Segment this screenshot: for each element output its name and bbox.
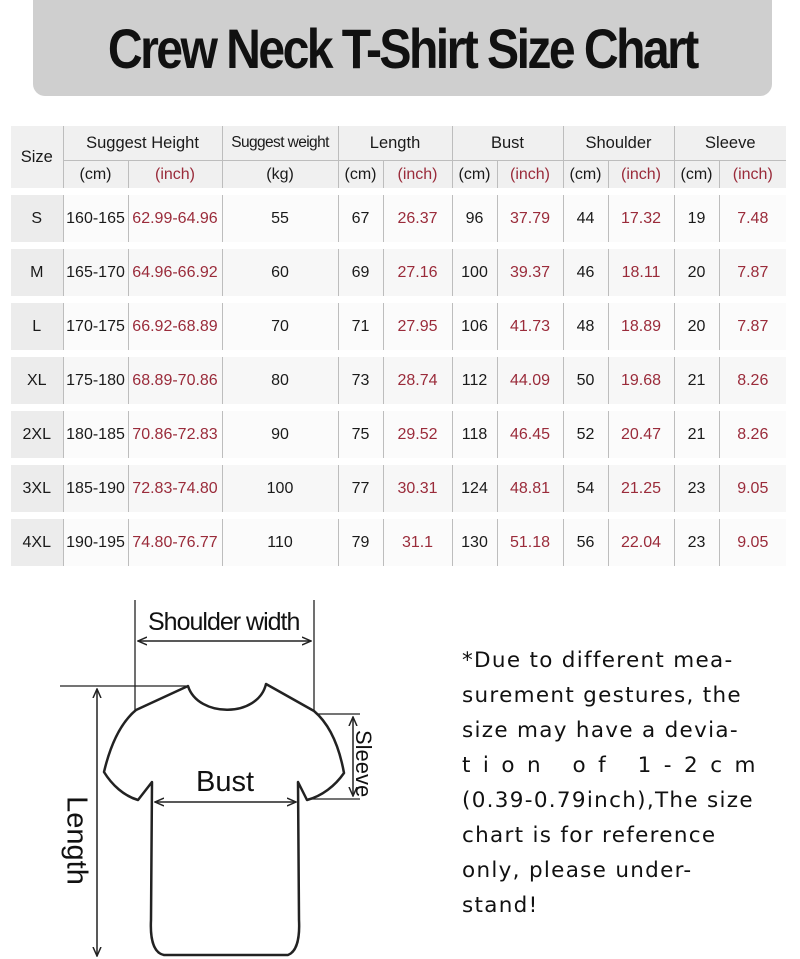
page-title: Crew Neck T-Shirt Size Chart	[108, 16, 697, 80]
value-cell: 100	[222, 462, 338, 516]
value-cell: 70	[222, 300, 338, 354]
table-header-row	[11, 126, 786, 161]
inch-cell: 46.45	[497, 408, 563, 462]
note-line: tion of 1-2cm	[462, 753, 768, 778]
value-cell: 20	[674, 300, 719, 354]
size-cell: 3XL	[11, 462, 63, 516]
shoulder-width-label: Shoulder width	[148, 608, 300, 636]
inch-cell: 66.92-68.89	[128, 300, 222, 354]
inch-cell: 27.95	[383, 300, 452, 354]
inch-cell: 7.87	[719, 300, 786, 354]
inch-cell: 21.25	[608, 462, 674, 516]
inch-cell: 48.81	[497, 462, 563, 516]
table-row	[11, 246, 786, 300]
value-cell: 170-175	[63, 300, 128, 354]
inch-cell: 74.80-76.77	[128, 516, 222, 567]
unit-label: (cm)	[63, 161, 128, 192]
inch-cell: 28.74	[383, 354, 452, 408]
value-cell: 55	[222, 192, 338, 246]
inch-cell: 37.79	[497, 192, 563, 246]
inch-cell: 19.68	[608, 354, 674, 408]
value-cell: 90	[222, 408, 338, 462]
inch-cell: 8.26	[719, 408, 786, 462]
unit-label: (inch)	[719, 161, 786, 192]
value-cell: 44	[563, 192, 608, 246]
unit-label: (kg)	[222, 161, 338, 192]
inch-cell: 51.18	[497, 516, 563, 567]
value-cell: 175-180	[63, 354, 128, 408]
inch-cell: 18.11	[608, 246, 674, 300]
value-cell: 124	[452, 462, 497, 516]
inch-cell: 9.05	[719, 462, 786, 516]
unit-label: (cm)	[338, 161, 383, 192]
bust-column-header: Bust	[452, 126, 563, 161]
value-cell: 96	[452, 192, 497, 246]
sleeve-label: Sleeve	[351, 730, 376, 798]
inch-cell: 29.52	[383, 408, 452, 462]
table-row	[11, 192, 786, 246]
title-banner	[33, 0, 772, 96]
table-row	[11, 516, 786, 567]
value-cell: 21	[674, 354, 719, 408]
inch-cell: 64.96-66.92	[128, 246, 222, 300]
shoulder-column-header: Shoulder	[563, 126, 674, 161]
value-cell: 21	[674, 408, 719, 462]
value-cell: 56	[563, 516, 608, 567]
note-line: size may have a devia-	[462, 718, 739, 743]
length-label: Length	[60, 796, 93, 885]
unit-label: (inch)	[497, 161, 563, 192]
table-row	[11, 462, 786, 516]
inch-cell: 22.04	[608, 516, 674, 567]
inch-cell: 7.48	[719, 192, 786, 246]
value-cell: 23	[674, 462, 719, 516]
inch-cell: 44.09	[497, 354, 563, 408]
inch-cell: 20.47	[608, 408, 674, 462]
value-cell: 118	[452, 408, 497, 462]
value-cell: 73	[338, 354, 383, 408]
unit-label: (inch)	[608, 161, 674, 192]
inch-cell: 8.26	[719, 354, 786, 408]
value-cell: 79	[338, 516, 383, 567]
inch-cell: 62.99-64.96	[128, 192, 222, 246]
value-cell: 106	[452, 300, 497, 354]
unit-label: (inch)	[128, 161, 222, 192]
inch-cell: 68.89-70.86	[128, 354, 222, 408]
height-column-header: Suggest Height	[63, 126, 222, 161]
value-cell: 69	[338, 246, 383, 300]
value-cell: 77	[338, 462, 383, 516]
size-cell: L	[11, 300, 63, 354]
value-cell: 19	[674, 192, 719, 246]
tshirt-outline	[104, 684, 344, 955]
inch-cell: 7.87	[719, 246, 786, 300]
unit-label: (cm)	[452, 161, 497, 192]
length-column-header: Length	[338, 126, 452, 161]
unit-label: (inch)	[383, 161, 452, 192]
inch-cell: 41.73	[497, 300, 563, 354]
measurement-note	[462, 643, 768, 923]
tshirt-diagram	[0, 590, 430, 959]
value-cell: 71	[338, 300, 383, 354]
value-cell: 100	[452, 246, 497, 300]
note-line: (0.39-0.79inch),The size	[462, 788, 754, 813]
bust-label: Bust	[196, 766, 255, 798]
value-cell: 50	[563, 354, 608, 408]
table-row	[11, 408, 786, 462]
size-cell: M	[11, 246, 63, 300]
value-cell: 112	[452, 354, 497, 408]
value-cell: 75	[338, 408, 383, 462]
value-cell: 185-190	[63, 462, 128, 516]
value-cell: 23	[674, 516, 719, 567]
table-unit-row	[11, 161, 786, 192]
unit-label: (cm)	[563, 161, 608, 192]
table-row	[11, 300, 786, 354]
inch-cell: 17.32	[608, 192, 674, 246]
size-cell: 4XL	[11, 516, 63, 567]
inch-cell: 31.1	[383, 516, 452, 567]
value-cell: 46	[563, 246, 608, 300]
value-cell: 180-185	[63, 408, 128, 462]
inch-cell: 27.16	[383, 246, 452, 300]
value-cell: 52	[563, 408, 608, 462]
value-cell: 60	[222, 246, 338, 300]
inch-cell: 39.37	[497, 246, 563, 300]
size-table	[11, 126, 786, 566]
inch-cell: 72.83-74.80	[128, 462, 222, 516]
value-cell: 160-165	[63, 192, 128, 246]
table-body	[11, 192, 786, 567]
note-line: surement gestures, the	[462, 683, 742, 708]
inch-cell: 70.86-72.83	[128, 408, 222, 462]
unit-label: (cm)	[674, 161, 719, 192]
size-column-header: Size	[11, 126, 63, 192]
inch-cell: 9.05	[719, 516, 786, 567]
value-cell: 130	[452, 516, 497, 567]
value-cell: 67	[338, 192, 383, 246]
note-line: stand!	[462, 893, 539, 918]
value-cell: 48	[563, 300, 608, 354]
weight-column-header: Suggest weight	[222, 126, 338, 161]
inch-cell: 18.89	[608, 300, 674, 354]
value-cell: 54	[563, 462, 608, 516]
size-cell: 2XL	[11, 408, 63, 462]
table-row	[11, 354, 786, 408]
inch-cell: 30.31	[383, 462, 452, 516]
value-cell: 190-195	[63, 516, 128, 567]
note-line: only, please under-	[462, 858, 693, 883]
note-line: *Due to different mea-	[462, 648, 734, 673]
value-cell: 80	[222, 354, 338, 408]
value-cell: 20	[674, 246, 719, 300]
value-cell: 165-170	[63, 246, 128, 300]
note-line: chart is for reference	[462, 823, 717, 848]
inch-cell: 26.37	[383, 192, 452, 246]
value-cell: 110	[222, 516, 338, 567]
size-cell: S	[11, 192, 63, 246]
size-cell: XL	[11, 354, 63, 408]
sleeve-column-header: Sleeve	[674, 126, 786, 161]
